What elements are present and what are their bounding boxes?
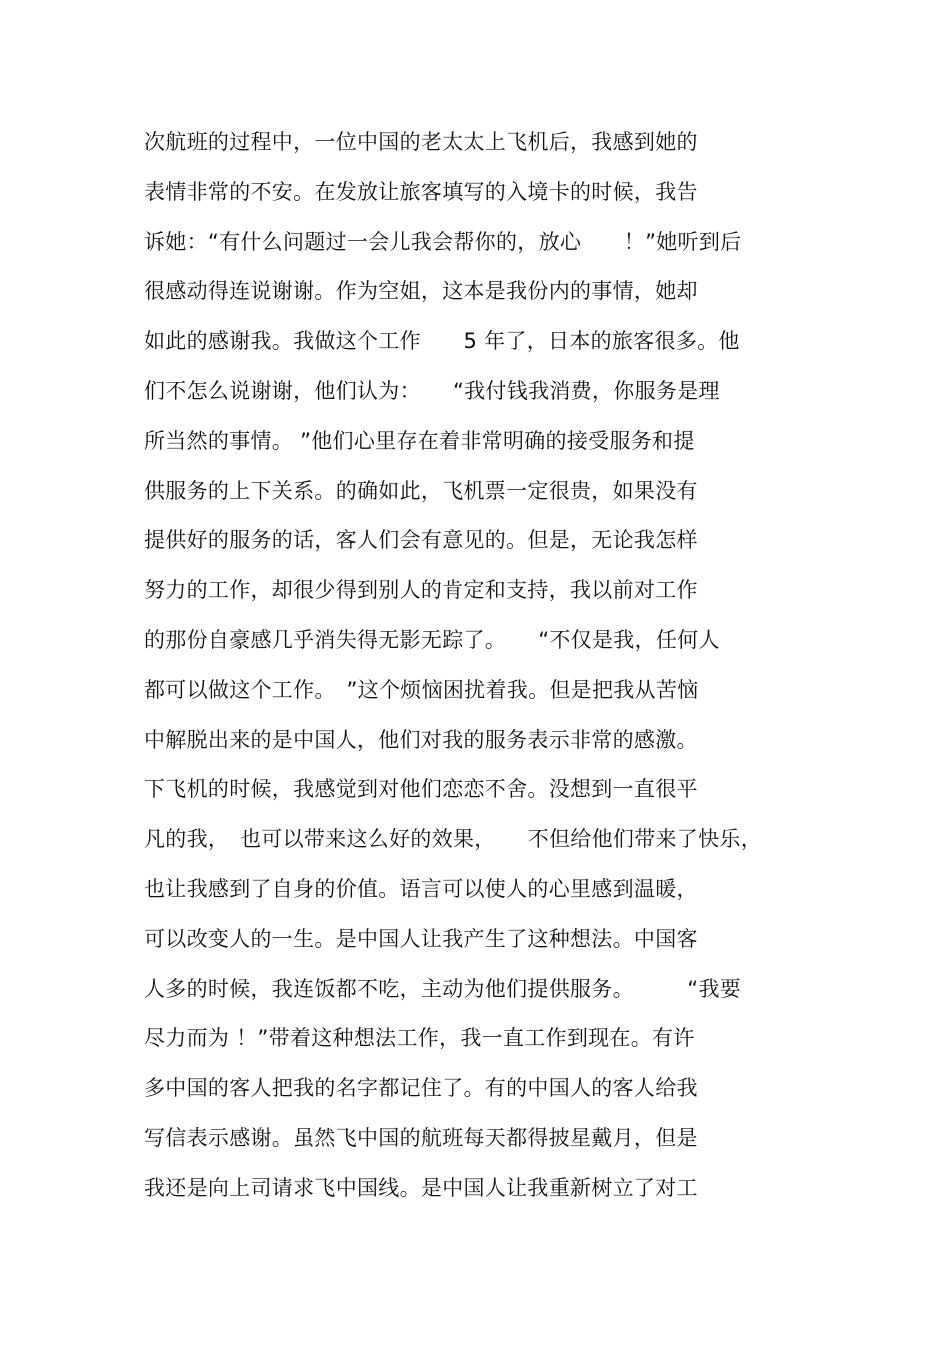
text-line: 下飞机的时候，我感觉到对他们恋恋不舍。没想到一直很平 — [144, 777, 698, 802]
body-text — [144, 118, 824, 1214]
text-line: 所当然的事情。 ”他们心里存在着非常明确的接受服务和提 — [144, 428, 695, 453]
text-line: 写信表示感谢。虽然飞中国的航班每天都得披星戴月，但是 — [144, 1125, 698, 1150]
text-line: 凡的我， 也可以带来这么好的效果， 不但给他们带来了快乐， — [144, 827, 762, 852]
text-line: 中解脱出来的是中国人，他们对我的服务表示非常的感激。 — [144, 727, 698, 752]
text-line: 次航班的过程中，一位中国的老太太上飞机后，我感到她的 — [144, 130, 698, 154]
text-line: 提供好的服务的话，客人们会有意见的。但是，无论我怎样 — [144, 528, 698, 553]
text-line: 供服务的上下关系。的确如此，飞机票一定很贵，如果没有 — [144, 478, 698, 503]
text-line: 的那份自豪感几乎消失得无影无踪了。 “不仅是我，任何人 — [144, 627, 720, 652]
text-line: 尽力而为 ！”带着这种想法工作，我一直工作到现在。有许 — [144, 1026, 695, 1051]
text-line: 如此的感谢我。我做这个工作 5 年了，日本的旅客很多。他 — [144, 329, 740, 354]
text-line: 可以改变人的一生。是中国人让我产生了这种想法。中国客 — [144, 926, 698, 951]
text-line: 很感动得连说谢谢。作为空姐，这本是我份内的事情，她却 — [144, 279, 698, 304]
text-line: 都可以做这个工作。 ”这个烦恼困扰着我。但是把我从苦恼 — [144, 677, 699, 702]
text-line: 表情非常的不安。在发放让旅客填写的入境卡的时候，我告 — [144, 179, 698, 204]
text-line: 我还是向上司请求飞中国线。是中国人让我重新树立了对工 — [144, 1175, 698, 1200]
text-line: 诉她：“有什么问题过一会儿我会帮你的，放心 ！”她听到后 — [144, 229, 742, 254]
text-line: 努力的工作，却很少得到别人的肯定和支持，我以前对工作 — [144, 578, 698, 603]
text-line: 们不怎么说谢谢，他们认为： “我付钱我消费，你服务是理 — [144, 378, 720, 403]
text-line: 也让我感到了自身的价值。语言可以使人的心里感到温暖， — [144, 876, 698, 901]
text-line: 人多的时候，我连饭都不吃，主动为他们提供服务。 “我要 — [144, 976, 742, 1001]
text-line: 多中国的客人把我的名字都记住了。有的中国人的客人给我 — [144, 1076, 698, 1101]
